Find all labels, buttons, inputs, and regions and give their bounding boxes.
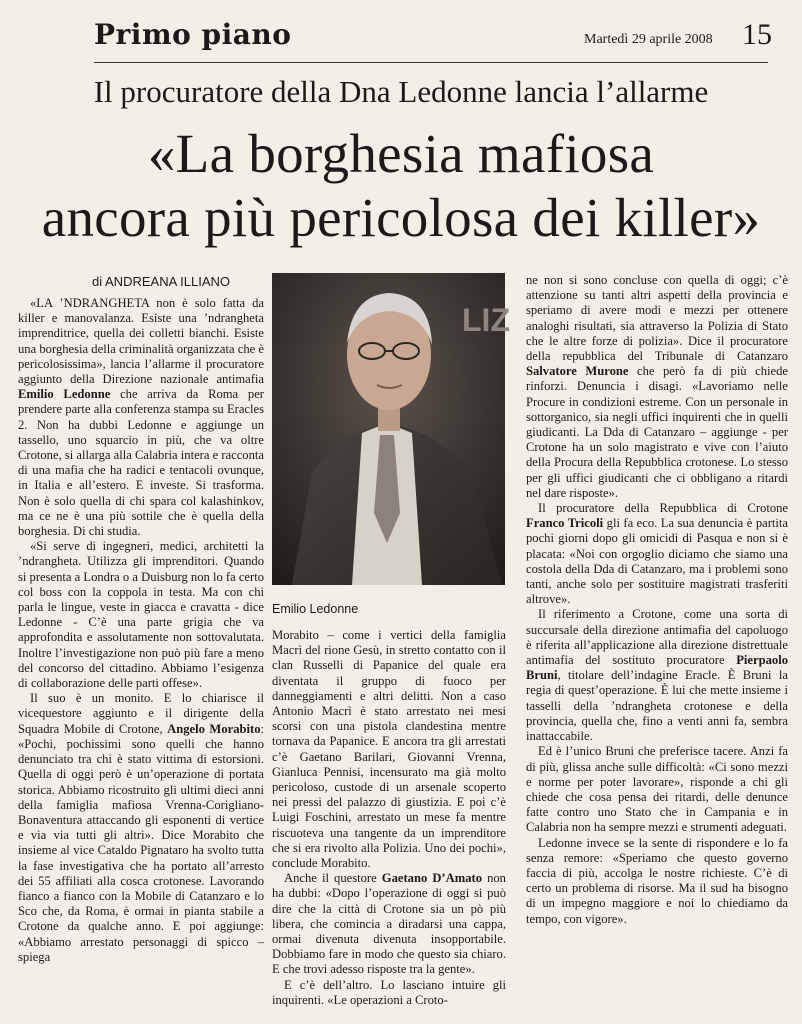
- person-name: Salvatore Murone: [526, 364, 629, 379]
- person-name: Angelo Morabito: [167, 721, 261, 736]
- headline-line-2: ancora più pericolosa dei killer»: [41, 187, 761, 248]
- text-run: che però fa di più chiede rinforzi. Denuncia i disagi. «Lavoriamo nelle Procure in condizioni estreme. Con un personale in sottorganico, sia negli uffici inquirenti che in quelli giudicanti. La Dda di Catanzaro – aggiunge - per Crotone ha un solo magistrato e vive con l’aiuto della Procura della Repubblica crotonese. Lo stesso per gli uffici giudicanti che ci obbligano a ritardi nel dare risposte».: [526, 364, 788, 500]
- page-header: [18, 14, 786, 64]
- text-run: Il riferimento a Crotone, come una sorta di succursale della direzione antimafia del capoluogo è riferita all’applicazione alla direzione distrettuale antimafia del sostituto procuratore: [526, 607, 788, 668]
- paragraph: [526, 273, 788, 501]
- text-run: ne non si sono concluse con quella di oggi; c’è attenzione su tanti altri aspetti della provincia e speriamo di avere modi e mezzi per ottenere analoghi risultati, sia attraverso la Polizia di Stato che le altre forze di polizia». Dice il procuratore della repubblica del Tribunale di Catanzaro: [526, 273, 788, 364]
- article-kicker: Il procuratore della Dna Ledonne lancia l’allarme: [93, 74, 709, 109]
- text-run: Il suo è un monito. E lo chiarisce il vicequestore aggiunto e il dirigente della Squadra Mobile di Crotone,: [18, 691, 264, 736]
- person-name: Emilio Ledonne: [18, 387, 111, 402]
- person-name: Gaetano D’Amato: [381, 871, 482, 886]
- paragraph: Morabito – come i vertici della famiglia Macrì del rione Gesù, in stretto contatto con il clan Russelli di Papanice del quale era diventata il gruppo di fuoco per danneggiamenti e altri delitti. Non a caso Antonio Macrì è stato arrestato nei mesi scorsi con una pistola clandestina mentre tornava da Papanice. E ancora tra gli arrestati c’è Gaetano Barilari, Giovanni Vrenna, Gianluca Pennisi, incensurato ma già molto pericoloso, custode di un arsenale scoperto nei pressi del palazzo di giustizia. E poi c’è Luigi Foschini, arrestato un mese fa mentre riscuoteva una tangente da un imprenditore che si era rivolto alla Polizia. Uno dei pochi», conclude Morabito.: [272, 628, 506, 871]
- article-headline: [0, 122, 802, 250]
- headline-line-1: «La borghesia mafiosa: [147, 123, 655, 184]
- text-run: «LA ’NDRANGHETA non è solo fatta da killer e manovalanza. Esiste una ’ndrangheta imprenditrice, quella dei colletti bianchi. Esiste una borghesia della criminalità organizzata che è pericolosissima», lancia l’allarme il procuratore aggiunto della Direzione nazionale antimafia: [18, 296, 264, 387]
- byline-prefix: di: [92, 274, 106, 289]
- portrait-photo: [272, 273, 510, 585]
- text-run: : «Pochi, pochissimi sono quelli che hanno denunciato tra chi è stato vittima di estorsioni. Quella di oggi però è un’operazione di portata storica. Abbiamo ricostruito gli ultimi dieci anni della famiglia mafiosa Vrenna-Corigliano-Bonaventura attaccando gli esponenti di vertice e via via tutti gli altri». Dice Morabito che insieme al vice Cataldo Pignataro ha svolto tutta la fase investigativa che ha portato all’arresto dei 55 affiliati alla cosca crotonese. Lavorando fianco a fianco con la Mobile di Catanzaro e lo Sco che, da Roma, è ormai in pianta stabile a Crotone da qualche anno. E poi aggiunge: «Abbiamo arrestato personaggi di spicco – spiega: [18, 721, 264, 964]
- photo-caption: Emilio Ledonne: [272, 602, 359, 616]
- text-run: gli fa eco. La sua denuncia è partita pochi giorni dopo gli omicidi di Pasqua e non si è placata: «Noi con orgoglio diciamo che siamo una costola della Dda di Catanzaro, ma i problemi sono tanti, anche solo per sostituire magistrati trasferiti altrove».: [526, 516, 788, 607]
- paragraph: Ledonne invece se la sente di rispondere e lo fa senza remore: «Speriamo che questo governo faccia di più, accolga le nostre richieste. C’è di certo un problema di risorse. Ma il sud ha bisogno di un impegno maggiore e noi lo chiediamo da tempo, con vigore».: [526, 835, 788, 926]
- text-run: che arriva da Roma per prendere parte alla conferenza stampa su Eracles 2. Non ha dubbi Ledonne e aggiunge un tassello, uno squarcio in più, che va oltre Crotone, si allarga alla Calabria intera e racconta di una mafia che ha radici e tentacoli ovunque, in Italia e all’estero. E investe. Si trasforma. Non è solo quella di chi spara col kalashinkov, ma ce ne è una più sottile che è quella della borghesia. Di chi studia.: [18, 387, 264, 539]
- portrait-illustration: [272, 273, 510, 585]
- article-column-3: [526, 273, 788, 1014]
- byline: [92, 274, 230, 289]
- text-run: , titolare dell’indagine Eracle. È Bruni la regia di quest’operazione. È lui che mette insieme i tasselli della ’ndrangheta crotonese e della provincia, quella che, fino a venti anni fa, sembra inattaccabile.: [526, 668, 788, 744]
- paragraph: [526, 607, 788, 744]
- paragraph: Ed è l’unico Bruni che preferisce tacere. Anzi fa di più, glissa anche sulle difficoltà: «Ci sono mezzi e norme per poter lavorare», risponde a chi gli chiede che cosa pensa dei ritardi, delle denunce fatte contro uno Stato che in Campania e in Calabria non ha sempre mezzi e strumenti adeguati.: [526, 744, 788, 835]
- person-name: Pierpaolo Bruni: [526, 653, 788, 683]
- person-name: Franco Tricoli: [526, 516, 604, 531]
- article-column-2: [272, 628, 506, 1014]
- background-sign-text: LIZ: [462, 302, 510, 338]
- section-title: Primo piano: [94, 18, 292, 51]
- page-number: 15: [742, 18, 772, 51]
- text-run: non ha dubbi: «Dopo l’operazione di oggi si può dire che la città di Crotone sia un pò più libera, che comincia a diradarsi una cappa, ormai divenuta divenuta insopportabile. Dobbiamo fare in modo che questo sia chiaro. E che trovi adesso risposte tra la gente».: [272, 871, 506, 977]
- paragraph: E c’è dell’altro. Lo lasciano intuire gli inquirenti. «Le operazioni a Croto-: [272, 977, 506, 1007]
- paragraph: [18, 691, 264, 965]
- paragraph: [272, 871, 506, 977]
- issue-date: Martedì 29 aprile 2008: [584, 32, 713, 47]
- text-run: Anche il questore: [284, 871, 382, 886]
- paragraph: [526, 501, 788, 607]
- header-rule: [94, 62, 768, 63]
- article-column-1: [18, 296, 264, 1014]
- paragraph: [18, 296, 264, 539]
- byline-author: ANDREANA ILLIANO: [105, 274, 231, 289]
- text-run: Il procuratore della Repubblica di Crotone: [538, 501, 788, 516]
- paragraph: «Si serve di ingegneri, medici, architetti la ’ndrangheta. Utilizza gli imprenditori. Quando si presenta a Londra o a Duisburg non lo fa certo col boss con la coppola in testa. Ma con chi parla le lingue, veste in giacca e cravatta - dice Ledonne - C’è una parte grigia che va approfondita e assolutamente non sottovalutata. Inoltre l’investigazione non può più fare a meno del concorso del cittadino. Abbiamo l’esigenza di collaborazione delle parti offese».: [18, 539, 264, 691]
